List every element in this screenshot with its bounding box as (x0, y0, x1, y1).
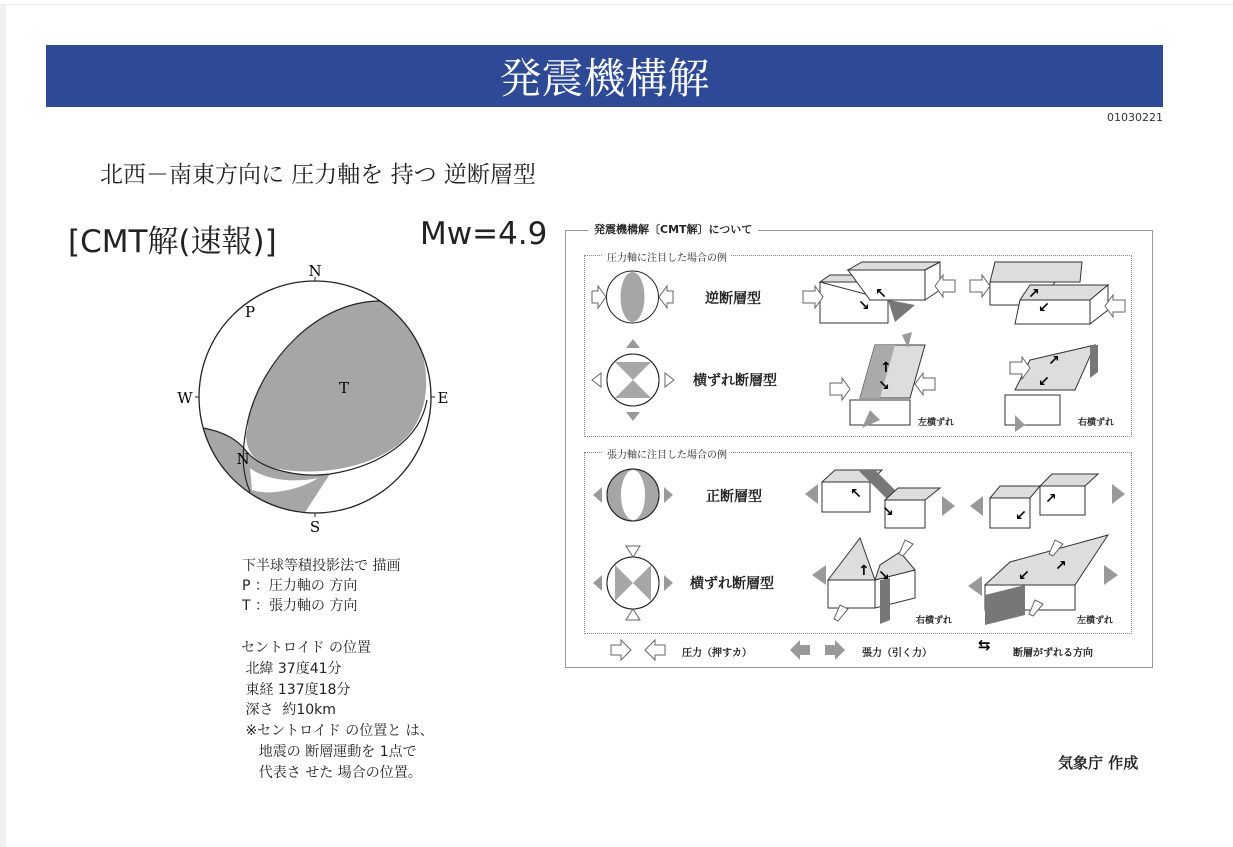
pressure-key-label: 圧力（押すカ） (682, 648, 752, 659)
slip-direction-key-icon (978, 636, 991, 654)
svg-text:↗: ↗ (1055, 558, 1067, 574)
svg-text:↘: ↘ (878, 378, 890, 394)
p-axis-label: P (244, 303, 256, 321)
magnitude-value: Mw=4.9 (420, 216, 548, 252)
svg-text:↗: ↗ (1045, 491, 1057, 507)
svg-text:↗: ↗ (1028, 286, 1040, 302)
svg-text:↗: ↗ (1048, 353, 1060, 369)
pressure-key-icon (611, 640, 665, 660)
centroid-heading: セントロイド の位置 (241, 640, 372, 656)
tension-key-icon (790, 640, 845, 660)
credit-text: 気象庁 作成 (1058, 754, 1139, 772)
left-lateral-label-pressure: 左横ずれ (918, 418, 955, 428)
p-axis-explanation: P ：圧力軸の 方向 (242, 578, 358, 594)
strike-slip-mini-ball-pressure (592, 339, 674, 421)
reverse-fault-block-1 (803, 262, 955, 323)
document-id: 01030221 (1107, 111, 1163, 124)
reverse-mini-ball (592, 271, 673, 323)
svg-text:↖: ↖ (875, 286, 887, 302)
projection-method: 下半球等積投影法で 描画 (242, 558, 401, 574)
slip-direction-key-label: 断層がずれる方向 (1013, 648, 1093, 659)
centroid-note: 地震の 断層運動を 1点で (241, 743, 417, 760)
n-axis-label: N (236, 450, 250, 468)
strike-slip-block-left-lateral (830, 332, 935, 428)
right-lateral-label-pressure: 右横ずれ (1078, 418, 1115, 428)
t-axis-label: T (338, 379, 350, 397)
normal-fault-block-2 (970, 474, 1125, 528)
direction-east: E (437, 389, 449, 407)
strike-slip-label-pressure: 横ずれ断層型 (693, 373, 777, 389)
normal-mini-ball (593, 469, 673, 521)
tension-section-title: 張力軸に注目した場合の例 (603, 446, 731, 461)
centroid-longitude: 東経 137度18分 (241, 681, 351, 698)
svg-text:↑: ↑ (880, 360, 892, 376)
svg-text:↙: ↙ (1038, 374, 1050, 390)
mechanism-summary: 北西－南東方向に 圧力軸を 持つ 逆断層型 (100, 162, 536, 188)
direction-south: S (309, 518, 321, 536)
centroid-depth: 深さ 約10km (241, 702, 336, 719)
centroid-latitude: 北緯 37度41分 (241, 660, 342, 677)
svg-text:↘: ↘ (882, 504, 894, 520)
solution-label: [CMT解(速報)] (68, 224, 277, 260)
strike-slip-block-right-lateral (1005, 345, 1098, 432)
svg-text:⇆: ⇆ (978, 636, 991, 654)
svg-text:↘: ↘ (858, 298, 870, 314)
svg-text:↑: ↑ (858, 563, 870, 579)
svg-text:↘: ↘ (878, 568, 890, 584)
direction-north: N (308, 262, 322, 280)
reverse-fault-label: 逆断層型 (705, 291, 761, 307)
tension-key-label: 張力（引く力） (862, 648, 932, 659)
centroid-note: 代表さ せた 場合の位置。 (241, 764, 422, 781)
normal-fault-block-1 (805, 470, 955, 528)
reverse-fault-block-2 (970, 262, 1125, 324)
direction-west: W (177, 389, 193, 407)
strike-slip-label-tension: 横ずれ断層型 (690, 576, 774, 592)
right-lateral-label-tension: 右横ずれ (916, 616, 953, 626)
strike-slip-mini-ball-tension (593, 546, 673, 620)
svg-text:↖: ↖ (850, 486, 862, 502)
centroid-note: ※セントロイド の位置と は、 (241, 723, 434, 740)
strike-slip-block-tension-right (812, 538, 915, 624)
page-title: 発震機構解 (46, 45, 1163, 107)
svg-text:↙: ↙ (1038, 300, 1050, 316)
svg-text:↙: ↙ (1018, 568, 1030, 584)
strike-slip-block-tension-left (968, 535, 1118, 625)
left-lateral-label-tension: 左横ずれ (1077, 616, 1114, 626)
normal-fault-label: 正断層型 (706, 489, 762, 505)
pressure-section-title: 圧力軸に注目した場合の例 (603, 249, 731, 264)
t-axis-explanation: T ：張力軸の 方向 (242, 598, 358, 614)
legend-title: 発震機構解〔CMT解〕について (588, 221, 758, 237)
svg-text:↙: ↙ (1015, 508, 1027, 524)
